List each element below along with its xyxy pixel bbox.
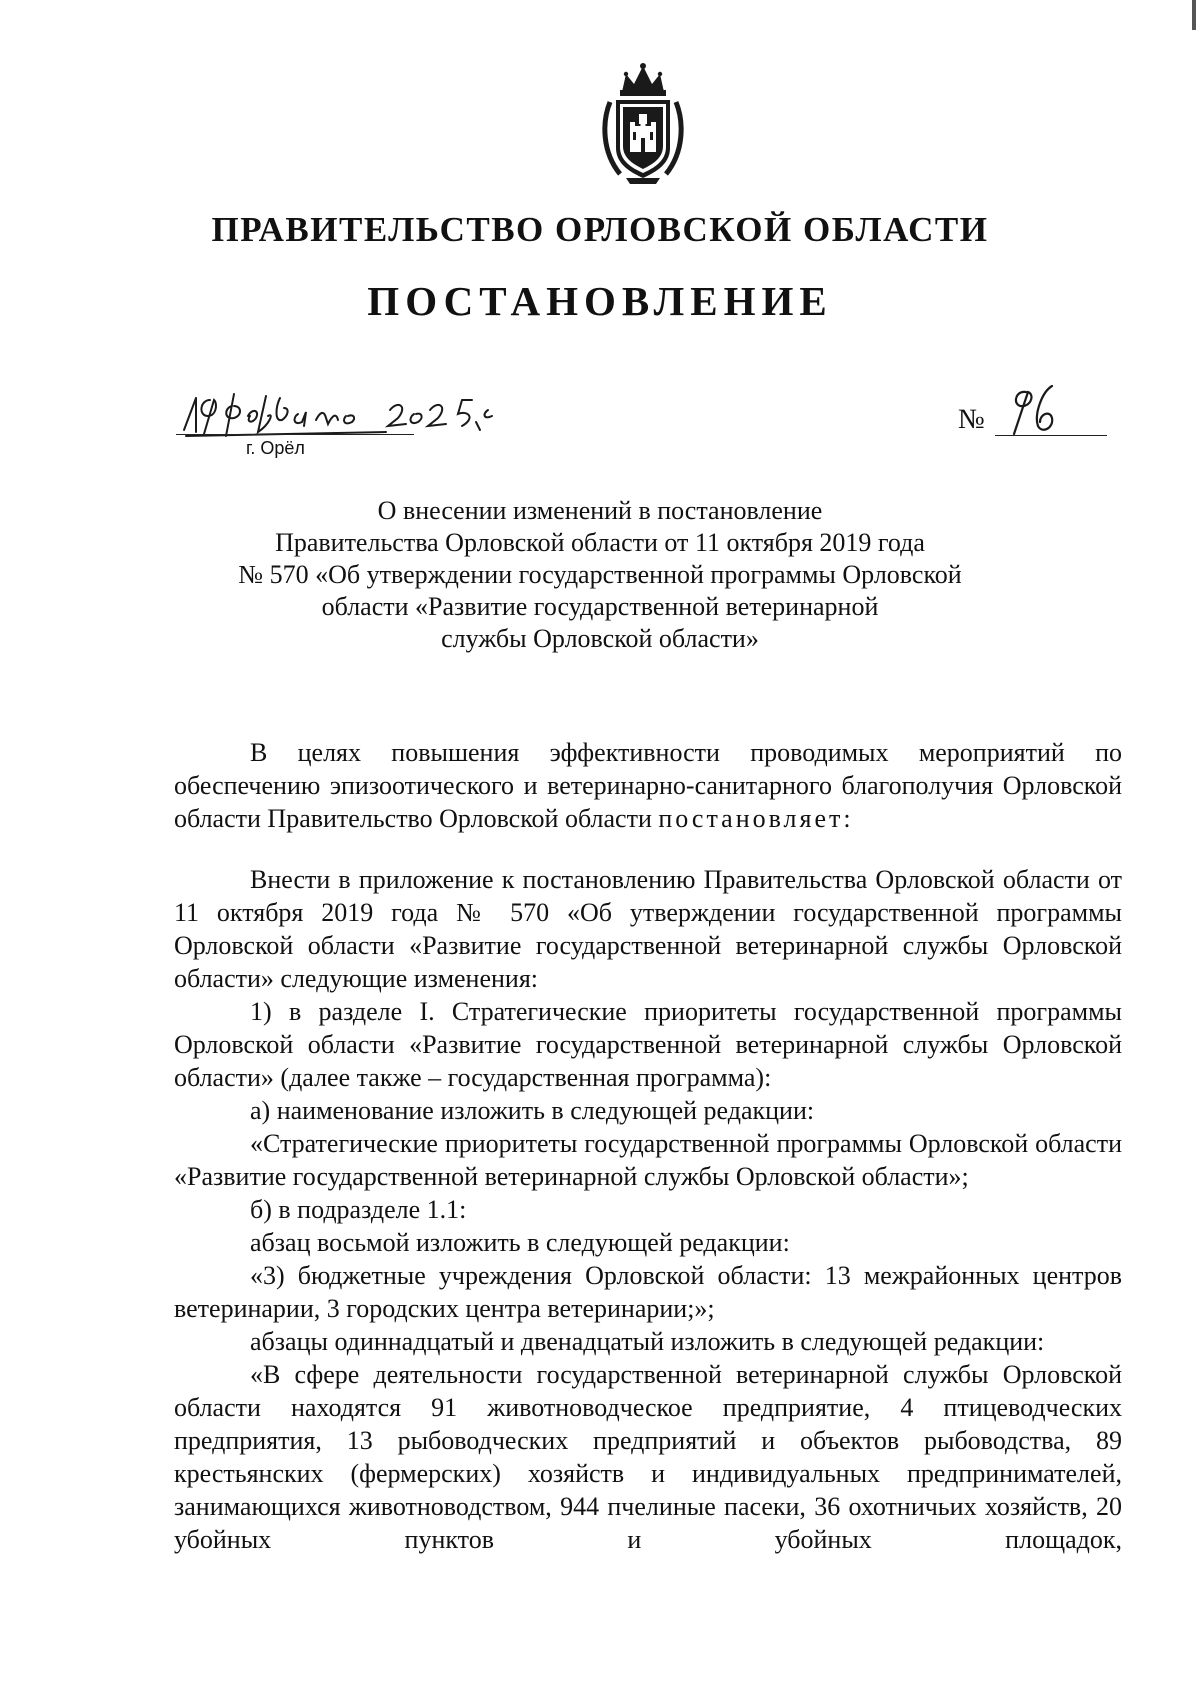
paragraph: а) наименование изложить в следующей редакции: <box>250 1096 815 1125</box>
subject-line: службы Орловской области» <box>441 624 759 653</box>
subject-line: области «Развитие государственной ветеринарной <box>321 592 879 621</box>
handwritten-number <box>1000 380 1070 442</box>
document-type-title: ПОСТАНОВЛЕНИЕ <box>367 278 833 324</box>
paragraph: «3) бюджетные учреждения Орловской области: 13 межрайонных центров ветеринарии, 3 городских центра ветеринарии;»; <box>174 1261 1122 1323</box>
paragraph: Внести в приложение к постановлению Правительства Орловской области от 11 октября 2019 года № 570 «Об утверждении государственной программы Орловской области «Развитие государственной ветеринарной службы Орловской области» следующие изменения: <box>174 865 1122 993</box>
number-underline <box>995 435 1107 436</box>
paragraph: 1) в разделе I. Стратегические приоритеты государственной программы Орловской области «Развитие государственной ветеринарной службы Орловской области» (далее также – государственная программа): <box>174 997 1122 1092</box>
coat-of-arms-icon <box>600 62 686 186</box>
paragraph: «Стратегические приоритеты государственной программы Орловской области «Развитие государственной ветеринарной службы Орловской области»; <box>174 1129 1122 1191</box>
government-title: ПРАВИТЕЛЬСТВО ОРЛОВСКОЙ ОБЛАСТИ <box>211 210 989 249</box>
city-label: г. Орёл <box>246 438 305 458</box>
preamble-text: В целях повышения эффективности проводимых мероприятий по обеспечению эпизоотического и ветеринарно-санитарного благополучия Орловской области Правительство Орловской области <box>174 738 1122 833</box>
paragraph: «В сфере деятельности государственной ветеринарной службы Орловской области находятся 91 животноводческое предприятие, 4 птицеводческих предприятия, 13 рыбоводческих предприятий и объектов рыбоводства, 89 крестьянских (фермерских) хозяйств и индивидуальных предпринимателей, занимающихся животноводством, 944 пчелиные пасеки, 36 охотничьих хозяйств, 20 убойных пунктов и убойных площадок, <box>174 1360 1122 1554</box>
document-subject <box>200 495 1000 655</box>
date-underline <box>176 434 414 435</box>
paragraph: абзацы одиннадцатый и двенадцатый изложить в следующей редакции: <box>250 1327 1045 1356</box>
handwritten-date <box>176 386 536 444</box>
decree-word: постановляет: <box>658 804 854 833</box>
preamble-block <box>174 736 1122 835</box>
subject-line: № 570 «Об утверждении государственной программы Орловской <box>238 560 962 589</box>
scan-mark <box>1192 0 1196 30</box>
number-label: № <box>958 404 985 435</box>
paragraph: б) в подразделе 1.1: <box>250 1195 467 1224</box>
main-body <box>174 863 1122 1556</box>
paragraph: абзац восьмой изложить в следующей редакции: <box>250 1228 790 1257</box>
subject-line: Правительства Орловской области от 11 октября 2019 года <box>275 528 925 557</box>
preamble-paragraph <box>174 736 1122 835</box>
subject-line: О внесении изменений в постановление <box>377 496 823 525</box>
